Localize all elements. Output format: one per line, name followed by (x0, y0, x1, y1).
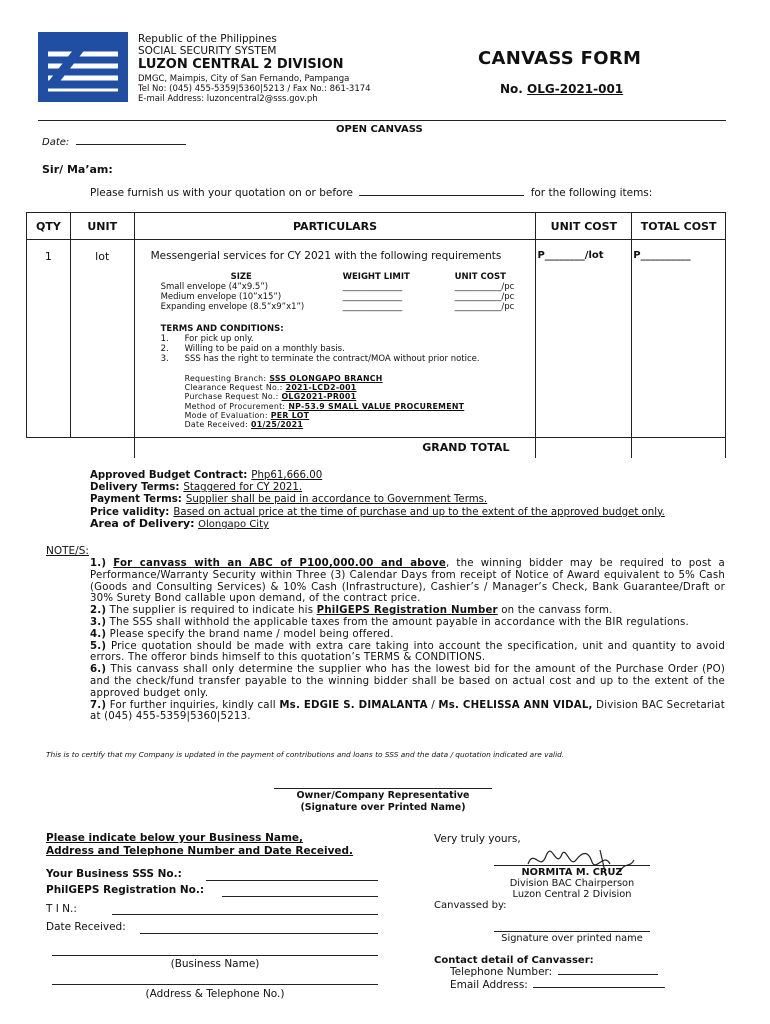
canvassed-by-label: Canvassed by: (434, 900, 507, 911)
weight-blank[interactable]: ______________ (342, 292, 403, 302)
address-caption: (Address & Telephone No.) (145, 988, 285, 1000)
size-name: Expanding envelope (8.5”x9”x1”) (160, 302, 305, 312)
certify-text: This is to certify that my Company is updated in the payment of contributions and loans to SSS and the data / quotation indicated are valid. (46, 750, 565, 759)
term-number: 3. (160, 354, 169, 364)
total-cost-header: TOTAL COST (632, 213, 726, 240)
weight-blank[interactable]: ______________ (342, 282, 403, 292)
tin-label: T I N.: (46, 903, 77, 915)
canvasser-signature-line[interactable] (494, 931, 650, 932)
cost-blank[interactable]: ___________/pc (454, 282, 515, 292)
note-3: 3.) The SSS shall withhold the applicable taxes from the amount payable in accordance with the BIR regulations. (90, 616, 689, 628)
row-particulars (134, 240, 536, 438)
terms-block (161, 324, 530, 364)
division-text: LUZON CENTRAL 2 DIVISION (138, 57, 344, 72)
business-name-field[interactable] (52, 955, 378, 956)
chair-title-1: Division BAC Chairperson (509, 878, 635, 889)
size-row (161, 282, 530, 292)
note-2: 2.) The supplier is required to indicate his PhilGEPS Registration Number on the canvass form. (90, 605, 613, 617)
size-grid (161, 272, 530, 312)
republic-text: Republic of the Philippines (138, 33, 277, 45)
detail-label: Date Received: (184, 420, 249, 430)
size-name: Medium envelope (10”x15”) (160, 292, 282, 302)
form-title: CANVASS FORM (478, 48, 642, 69)
details-block (185, 374, 530, 429)
detail-label: Clearance Request No.: (184, 383, 283, 393)
business-instruction-1: Please indicate below your Business Name, (46, 832, 303, 844)
term-text: SSS has the right to terminate the contract/MOA without prior notice. (184, 354, 480, 364)
weight-blank[interactable]: ______________ (342, 302, 403, 312)
info-value: Supplier shall be paid in accordance to Government Terms. (185, 494, 488, 506)
note-5: 5.) Price quotation should be made with extra care taking into account the specification, unit and quantity to avoid errors. The offeror binds himself to this quotation’s TERMS & CONDITIONS. (90, 640, 725, 664)
term-item (161, 354, 530, 364)
info-row (90, 470, 665, 482)
detail-row (185, 374, 530, 383)
business-instruction-2: Address and Telephone Number and Date Received. (46, 845, 354, 857)
info-label: Payment Terms: (90, 494, 182, 506)
intro-line: Please furnish us with your quotation on or before for the following items: (90, 187, 653, 199)
particulars-header: PARTICULARS (134, 213, 536, 240)
row-unit: lot (70, 240, 134, 438)
date-field: Date: (42, 137, 186, 148)
business-name-caption: (Business Name) (170, 958, 260, 970)
info-value: Based on actual price at the time of purchase and up to the extent of the approved budget only. (173, 506, 665, 518)
row-unit-cost: P________/lot (536, 240, 632, 438)
term-item (161, 344, 530, 354)
philgeps-field[interactable] (222, 896, 378, 897)
email-input[interactable] (533, 987, 665, 988)
note-4: 4.) Please specify the brand name / model being offered. (90, 628, 394, 640)
note-1: 1.) For canvass with an ABC of P100,000.00 and above, the winning bidder may be required to post a Performance/Warranty Security within Three (3) Calendar Days from receipt of Notice of Award equivalent to 5% Cash (Goods and Consulting Services) & 10% Cash (Infrastructure), Cashier’s / Manager’s Check, Bank Guarantee/Draft or 30% Surety Bond callable upon demand, of the contract price. (90, 558, 725, 605)
date-received-label: Date Received: (46, 921, 126, 933)
row-description: Messengerial services for CY 2021 with the following requirements (150, 250, 502, 262)
detail-value: NP-53.9 SMALL VALUE PROCUREMENT (288, 401, 465, 411)
grand-total-label: GRAND TOTAL (134, 438, 536, 458)
items-table (26, 212, 726, 458)
info-label: Price validity: (90, 506, 170, 518)
weight-header: WEIGHT LIMIT (342, 272, 410, 282)
open-canvass-label: OPEN CANVASS (336, 124, 423, 135)
unit-header: UNIT (70, 213, 134, 240)
agency-text: SOCIAL SECURITY SYSTEM (138, 45, 277, 57)
owner-title: Owner/Company Representative (296, 790, 470, 801)
detail-label: Mode of Evaluation: (184, 410, 268, 420)
row-total-cost: P__________ (632, 240, 726, 438)
detail-row (185, 411, 530, 420)
size-row (161, 292, 530, 302)
date-received-field[interactable] (140, 933, 378, 934)
terms-list (161, 334, 530, 364)
detail-value: SSS OLONGAPO BRANCH (269, 374, 383, 383)
info-label: Delivery Terms: (90, 482, 180, 494)
tin-field[interactable] (112, 914, 378, 915)
detail-label: Requesting Branch: (184, 374, 267, 383)
size-rows (161, 282, 530, 312)
detail-row (185, 402, 530, 411)
owner-subtitle: (Signature over Printed Name) (300, 802, 466, 813)
term-item (161, 334, 530, 344)
term-text: Willing to be paid on a monthly basis. (184, 344, 345, 354)
size-header: SIZE (230, 272, 252, 282)
telephone-field: Telephone Number: (450, 966, 658, 978)
size-name: Small envelope (4”x9.5”) (160, 282, 269, 292)
info-block (90, 470, 665, 519)
owner-signature-line (274, 788, 492, 789)
salutation: Sir/ Ma’am: (42, 163, 113, 176)
detail-row (185, 383, 530, 392)
form-number: No. OLG-2021-001 (500, 82, 624, 96)
notes-block (90, 558, 725, 723)
size-row (161, 302, 530, 312)
row-qty: 1 (27, 240, 71, 438)
detail-row (185, 420, 530, 429)
philgeps-label: PhilGEPS Registration No.: (46, 884, 205, 896)
chair-title-2: Luzon Central 2 Division (512, 889, 632, 900)
contact-title: Contact detail of Canvasser: (434, 955, 594, 966)
telephone-input[interactable] (558, 974, 658, 975)
cost-header: UNIT COST (454, 272, 506, 282)
info-value: Staggered for CY 2021. (183, 482, 303, 494)
detail-label: Method of Procurement: (184, 401, 286, 411)
sss-no-label: Your Business SSS No.: (46, 868, 182, 880)
term-number: 1. (160, 334, 169, 344)
terms-title: TERMS AND CONDITIONS: (160, 324, 284, 334)
detail-row (185, 392, 530, 401)
info-row (90, 482, 665, 494)
info-label: Approved Budget Contract: (90, 470, 248, 481)
info-value: Php61,666.00 (251, 470, 323, 481)
info-row (90, 494, 665, 506)
email-text: E-mail Address: luzoncentral2@sss.gov.ph (138, 94, 318, 104)
email-field: Email Address: (450, 979, 665, 991)
tel-text: Tel No: (045) 455-5359|5360|5213 / Fax No.: 861-3174 (138, 84, 371, 94)
chair-name: NORMITA M. CRUZ (521, 867, 623, 878)
term-text: For pick up only. (184, 334, 254, 344)
sss-logo (38, 32, 128, 102)
canvasser-signature-caption: Signature over printed name (501, 933, 643, 944)
term-number: 2. (160, 344, 169, 354)
chair-signature-line (494, 865, 650, 866)
address-field[interactable] (52, 984, 378, 985)
detail-value: 01/25/2021 (251, 420, 304, 430)
sss-no-field[interactable] (206, 880, 378, 881)
detail-label: Purchase Request No.: (184, 392, 279, 402)
note-7: 7.) For further inquiries, kindly call Ms. EDGIE S. DIMALANTA / Ms. CHELISSA ANN VIDAL, Division BAC Secretariat at (045) 455-5359|5360|5213. (90, 699, 725, 723)
notes-title: NOTE/S: (46, 545, 89, 557)
header-rule (38, 120, 726, 121)
unit-cost-header: UNIT COST (536, 213, 632, 240)
address-text: DMGC, Maimpis, City of San Fernando, Pampanga (138, 74, 350, 84)
detail-value: PER LOT (270, 410, 310, 420)
cost-blank[interactable]: ___________/pc (454, 302, 515, 312)
cost-blank[interactable]: ___________/pc (454, 292, 515, 302)
closing-text: Very truly yours, (434, 833, 521, 845)
qty-header: QTY (27, 213, 71, 240)
detail-value: OLG2021-PR001 (281, 392, 357, 402)
area-of-delivery: Area of Delivery: Olongapo City (90, 517, 269, 530)
note-6: 6.) This canvass shall only determine the supplier who has the lowest bid for the amount of the Purchase Order (PO) and the check/fund transfer payable to the winning bidder shall be based on actual cost and up to the extent of the approved budget only. (90, 664, 725, 699)
detail-value: 2021-LCD2-001 (285, 383, 357, 393)
